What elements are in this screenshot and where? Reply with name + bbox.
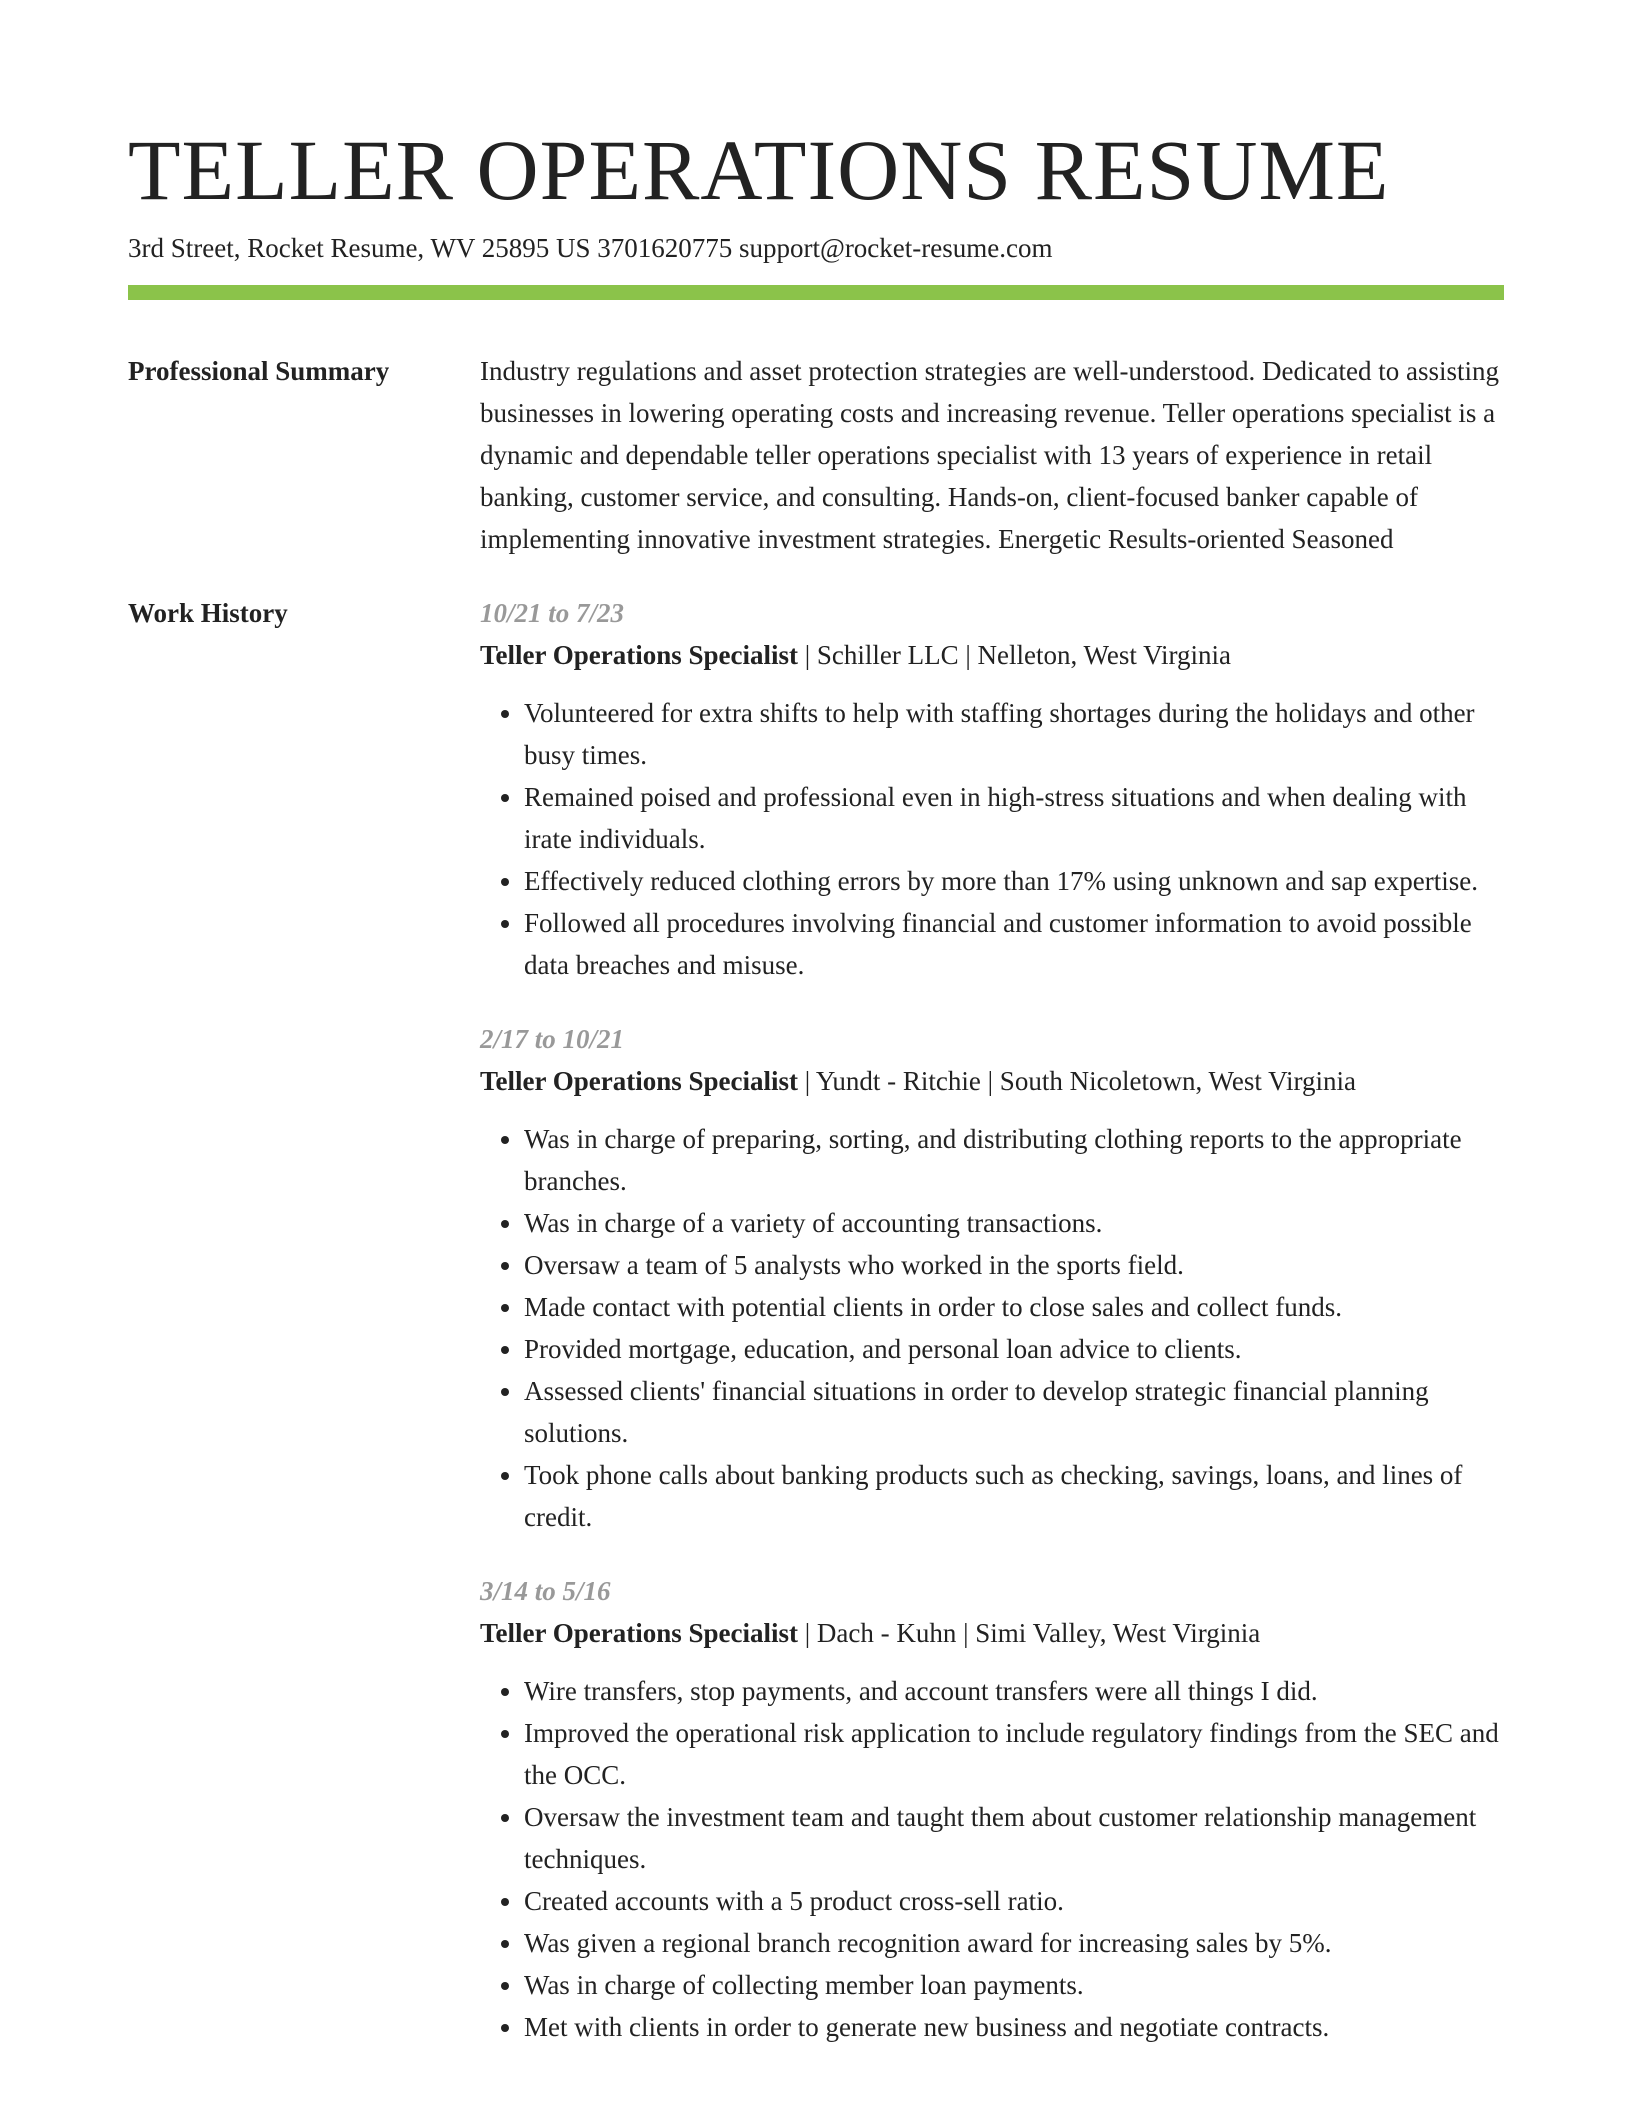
list-item: • Provided mortgage, education, and personal loan advice to clients. [524,1328,1504,1370]
list-item: • Created accounts with a 5 product cross-sell ratio. [524,1880,1504,1922]
resume-title: TELLER OPERATIONS RESUME [128,122,1390,218]
resume-page [128,120,1504,2080]
list-item: • Followed all procedures involving financial and customer information to avoid possible data breaches and misuse. [524,902,1504,986]
list-item: • Wire transfers, stop payments, and account transfers were all things I did. [524,1670,1504,1712]
list-item: • Oversaw the investment team and taught them about customer relationship management techniques. [524,1796,1504,1880]
job-bullets [480,1118,1504,1538]
header-divider [128,285,1504,300]
list-item: • Took phone calls about banking products such as checking, savings, loans, and lines of credit. [524,1454,1504,1538]
list-item: • Was in charge of collecting member loan payments. [524,1964,1504,2006]
list-item: • Oversaw a team of 5 analysts who worked in the sports field. [524,1244,1504,1286]
job-dates: 3/14 to 5/16 [480,1576,611,1606]
list-item: • Assessed clients' financial situations in order to develop strategic financial planning solutions. [524,1370,1504,1454]
job-title: Teller Operations Specialist [480,640,799,670]
work-history-section [128,592,1504,2080]
job-heading [480,1060,1504,1102]
job-entry [480,1018,1504,1538]
job-entry [480,592,1504,986]
contact-line: 3rd Street, Rocket Resume, WV 25895 US 3701620775 support@rocket-resume.com [128,233,1053,263]
list-item: • Effectively reduced clothing errors by more than 17% using unknown and sap expertise. [524,860,1504,902]
job-title: Teller Operations Specialist [480,1618,799,1648]
job-dates: 2/17 to 10/21 [480,1024,625,1054]
job-details: | Schiller LLC | Nelleton, West Virginia [798,640,1231,670]
job-bullets [480,692,1504,986]
summary-text: Industry regulations and asset protection strategies are well-understood. Dedicated to assisting businesses in lowering operating costs and increasing revenue. Teller operations specialist is a dynamic and dependable teller operations specialist with 13 years of experience in retail banking, customer service, and consulting. Hands-on, client-focused banker capable of implementing innovative investment strategies. Energetic Results-oriented Seasoned [480,356,1499,554]
list-item: • Was in charge of a variety of accounting transactions. [524,1202,1504,1244]
list-item: • Was in charge of preparing, sorting, and distributing clothing reports to the appropriate branches. [524,1118,1504,1202]
list-item: • Improved the operational risk application to include regulatory findings from the SEC and the OCC. [524,1712,1504,1796]
list-item: • Made contact with potential clients in order to close sales and collect funds. [524,1286,1504,1328]
work-history-list [480,592,1504,2080]
section-label: Work History [128,598,288,628]
list-item: • Remained poised and professional even in high-stress situations and when dealing with irate individuals. [524,776,1504,860]
job-entry [480,1570,1504,2048]
list-item: • Met with clients in order to generate new business and negotiate contracts. [524,2006,1504,2048]
list-item: • Volunteered for extra shifts to help with staffing shortages during the holidays and other busy times. [524,692,1504,776]
job-details: | Yundt - Ritchie | South Nicoletown, West Virginia [798,1066,1356,1096]
job-bullets [480,1670,1504,2048]
job-title: Teller Operations Specialist [480,1066,799,1096]
list-item: • Was given a regional branch recognition award for increasing sales by 5%. [524,1922,1504,1964]
professional-summary-section [128,350,1504,560]
job-dates: 10/21 to 7/23 [480,598,625,628]
job-heading [480,1612,1504,1654]
job-details: | Dach - Kuhn | Simi Valley, West Virginia [798,1618,1261,1648]
section-label: Professional Summary [128,356,390,386]
job-heading [480,634,1504,676]
